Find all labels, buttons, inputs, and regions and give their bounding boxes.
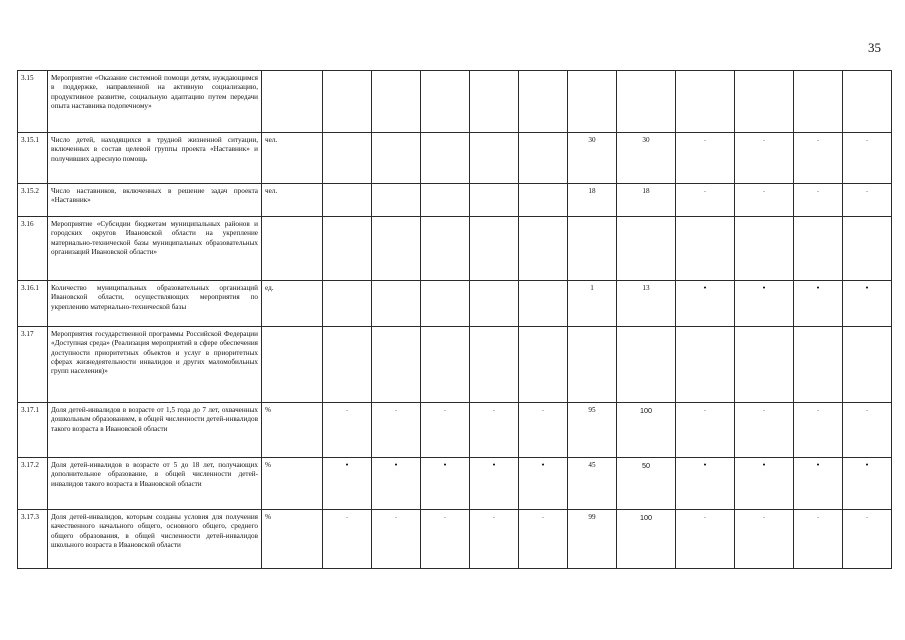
value-cell bbox=[372, 184, 421, 217]
value-cell: - bbox=[676, 403, 735, 458]
table-row bbox=[18, 458, 892, 510]
row-unit: % bbox=[262, 403, 323, 458]
table-row bbox=[18, 510, 892, 569]
value-cell: • bbox=[421, 458, 470, 510]
value-cell bbox=[323, 184, 372, 217]
value-cell: 18 bbox=[568, 184, 617, 217]
value-cell bbox=[735, 327, 794, 403]
table-row bbox=[18, 217, 892, 281]
row-description: Число наставников, включенных в решение задач проекта «Наставник» bbox=[48, 184, 262, 217]
value-cell: • bbox=[676, 458, 735, 510]
value-cell: - bbox=[323, 510, 372, 569]
indicators-table bbox=[17, 70, 892, 569]
value-cell bbox=[421, 184, 470, 217]
value-cell bbox=[568, 327, 617, 403]
table-row bbox=[18, 184, 892, 217]
value-cell: 30 bbox=[568, 133, 617, 184]
value-cell bbox=[794, 327, 843, 403]
value-cell bbox=[470, 184, 519, 217]
value-cell: 18 bbox=[617, 184, 676, 217]
value-cell bbox=[519, 327, 568, 403]
row-description: Число детей, находящихся в трудной жизненной ситуации, включенных в состав целевой группы проекта «Наставник» и получивших адресную помощь bbox=[48, 133, 262, 184]
value-cell: • bbox=[794, 458, 843, 510]
value-cell bbox=[421, 327, 470, 403]
value-cell: - bbox=[676, 133, 735, 184]
row-unit bbox=[262, 71, 323, 133]
value-cell: 95 bbox=[568, 403, 617, 458]
row-description: Доля детей-инвалидов в возрасте от 1,5 года до 7 лет, охваченных дошкольным образованием, в общей численности детей-инвалидов такого возраста в Ивановской области bbox=[48, 403, 262, 458]
value-cell bbox=[372, 71, 421, 133]
row-unit: ед. bbox=[262, 281, 323, 327]
table-row bbox=[18, 71, 892, 133]
row-description: Количество муниципальных образовательных организаций Ивановской области, осуществляющих мероприятия по укреплению материально-технической базы bbox=[48, 281, 262, 327]
row-unit: чел. bbox=[262, 184, 323, 217]
row-number: 3.16.1 bbox=[18, 281, 48, 327]
value-cell bbox=[323, 133, 372, 184]
value-cell: - bbox=[843, 510, 892, 569]
value-cell: - bbox=[372, 510, 421, 569]
value-cell bbox=[794, 217, 843, 281]
value-cell: - bbox=[735, 403, 794, 458]
value-cell: - bbox=[735, 510, 794, 569]
value-cell bbox=[470, 281, 519, 327]
value-cell bbox=[519, 71, 568, 133]
value-cell bbox=[372, 217, 421, 281]
row-number: 3.15.2 bbox=[18, 184, 48, 217]
table-row bbox=[18, 403, 892, 458]
value-cell bbox=[519, 217, 568, 281]
value-cell: • bbox=[323, 458, 372, 510]
row-number: 3.17.2 bbox=[18, 458, 48, 510]
value-cell bbox=[421, 217, 470, 281]
value-cell bbox=[735, 71, 794, 133]
value-cell: • bbox=[843, 458, 892, 510]
value-cell bbox=[470, 327, 519, 403]
value-cell bbox=[843, 71, 892, 133]
value-cell: - bbox=[470, 510, 519, 569]
value-cell bbox=[617, 327, 676, 403]
value-cell: 100 bbox=[617, 510, 676, 569]
value-cell bbox=[519, 184, 568, 217]
value-cell: - bbox=[372, 403, 421, 458]
row-unit bbox=[262, 217, 323, 281]
row-number: 3.17.1 bbox=[18, 403, 48, 458]
value-cell: 13 bbox=[617, 281, 676, 327]
value-cell: - bbox=[843, 403, 892, 458]
value-cell: 30 bbox=[617, 133, 676, 184]
value-cell: - bbox=[843, 133, 892, 184]
value-cell: - bbox=[794, 133, 843, 184]
table-body bbox=[18, 71, 892, 569]
row-unit: % bbox=[262, 458, 323, 510]
value-cell bbox=[372, 281, 421, 327]
value-cell bbox=[421, 71, 470, 133]
table-row bbox=[18, 327, 892, 403]
row-description: Доля детей-инвалидов, которым созданы условия для получения качественного начального общего, основного общего, среднего общего образования, в общей численности детей-инвалидов школьного возраста в Ивановской области bbox=[48, 510, 262, 569]
value-cell bbox=[372, 133, 421, 184]
table-row bbox=[18, 281, 892, 327]
value-cell: - bbox=[676, 184, 735, 217]
row-unit bbox=[262, 327, 323, 403]
value-cell: - bbox=[676, 510, 735, 569]
value-cell bbox=[519, 133, 568, 184]
row-number: 3.15 bbox=[18, 71, 48, 133]
value-cell: • bbox=[470, 458, 519, 510]
value-cell bbox=[735, 217, 794, 281]
value-cell: - bbox=[794, 403, 843, 458]
value-cell: - bbox=[519, 510, 568, 569]
value-cell bbox=[676, 71, 735, 133]
value-cell bbox=[470, 133, 519, 184]
value-cell bbox=[568, 71, 617, 133]
value-cell: 100 bbox=[617, 403, 676, 458]
value-cell bbox=[470, 71, 519, 133]
value-cell bbox=[617, 217, 676, 281]
value-cell: • bbox=[735, 458, 794, 510]
value-cell: - bbox=[421, 403, 470, 458]
page-number: 35 bbox=[868, 40, 881, 55]
value-cell bbox=[568, 217, 617, 281]
value-cell bbox=[421, 281, 470, 327]
value-cell: - bbox=[470, 403, 519, 458]
row-description: Доля детей-инвалидов в возрасте от 5 до 18 лет, получающих дополнительное образование, в общей численности детей-инвалидов такого возраста в Ивановской области bbox=[48, 458, 262, 510]
value-cell bbox=[470, 217, 519, 281]
value-cell bbox=[323, 71, 372, 133]
value-cell bbox=[617, 71, 676, 133]
value-cell bbox=[843, 327, 892, 403]
value-cell: • bbox=[843, 281, 892, 327]
value-cell bbox=[421, 133, 470, 184]
row-unit: чел. bbox=[262, 133, 323, 184]
value-cell: • bbox=[676, 281, 735, 327]
value-cell bbox=[519, 281, 568, 327]
value-cell bbox=[323, 217, 372, 281]
value-cell: 1 bbox=[568, 281, 617, 327]
row-description: Мероприятия государственной программы Российской Федерации «Доступная среда» (Реализация мероприятий в сфере обеспечения доступности приоритетных объектов и услуг в приоритетных сферах жизнедеятельности инвалидов и других маломобильных групп населения)» bbox=[48, 327, 262, 403]
value-cell: - bbox=[421, 510, 470, 569]
row-number: 3.15.1 bbox=[18, 133, 48, 184]
value-cell: - bbox=[735, 133, 794, 184]
value-cell bbox=[676, 217, 735, 281]
value-cell: - bbox=[323, 403, 372, 458]
value-cell: - bbox=[735, 184, 794, 217]
row-description: Мероприятие «Субсидии бюджетам муниципальных районов и городских округов Ивановской области на укрепление материально-технической базы муниципальных образовательных организаций Ивановской области» bbox=[48, 217, 262, 281]
value-cell bbox=[372, 327, 421, 403]
row-number: 3.17 bbox=[18, 327, 48, 403]
value-cell: • bbox=[519, 458, 568, 510]
row-description: Мероприятие «Оказание системной помощи детям, нуждающимся в поддержке, направленной на активную социализацию, продуктивное развитие, социальную адаптацию путем передачи опыта наставника подопечному» bbox=[48, 71, 262, 133]
value-cell bbox=[794, 71, 843, 133]
value-cell: - bbox=[794, 184, 843, 217]
value-cell bbox=[676, 327, 735, 403]
row-number: 3.16 bbox=[18, 217, 48, 281]
value-cell: 45 bbox=[568, 458, 617, 510]
row-unit: % bbox=[262, 510, 323, 569]
value-cell: • bbox=[372, 458, 421, 510]
row-number: 3.17.3 bbox=[18, 510, 48, 569]
value-cell: • bbox=[794, 281, 843, 327]
value-cell: - bbox=[794, 510, 843, 569]
value-cell: • bbox=[735, 281, 794, 327]
value-cell bbox=[843, 217, 892, 281]
table-row bbox=[18, 133, 892, 184]
value-cell: - bbox=[843, 184, 892, 217]
value-cell: - bbox=[519, 403, 568, 458]
value-cell: 99 bbox=[568, 510, 617, 569]
value-cell bbox=[323, 281, 372, 327]
value-cell bbox=[323, 327, 372, 403]
value-cell: 50 bbox=[617, 458, 676, 510]
